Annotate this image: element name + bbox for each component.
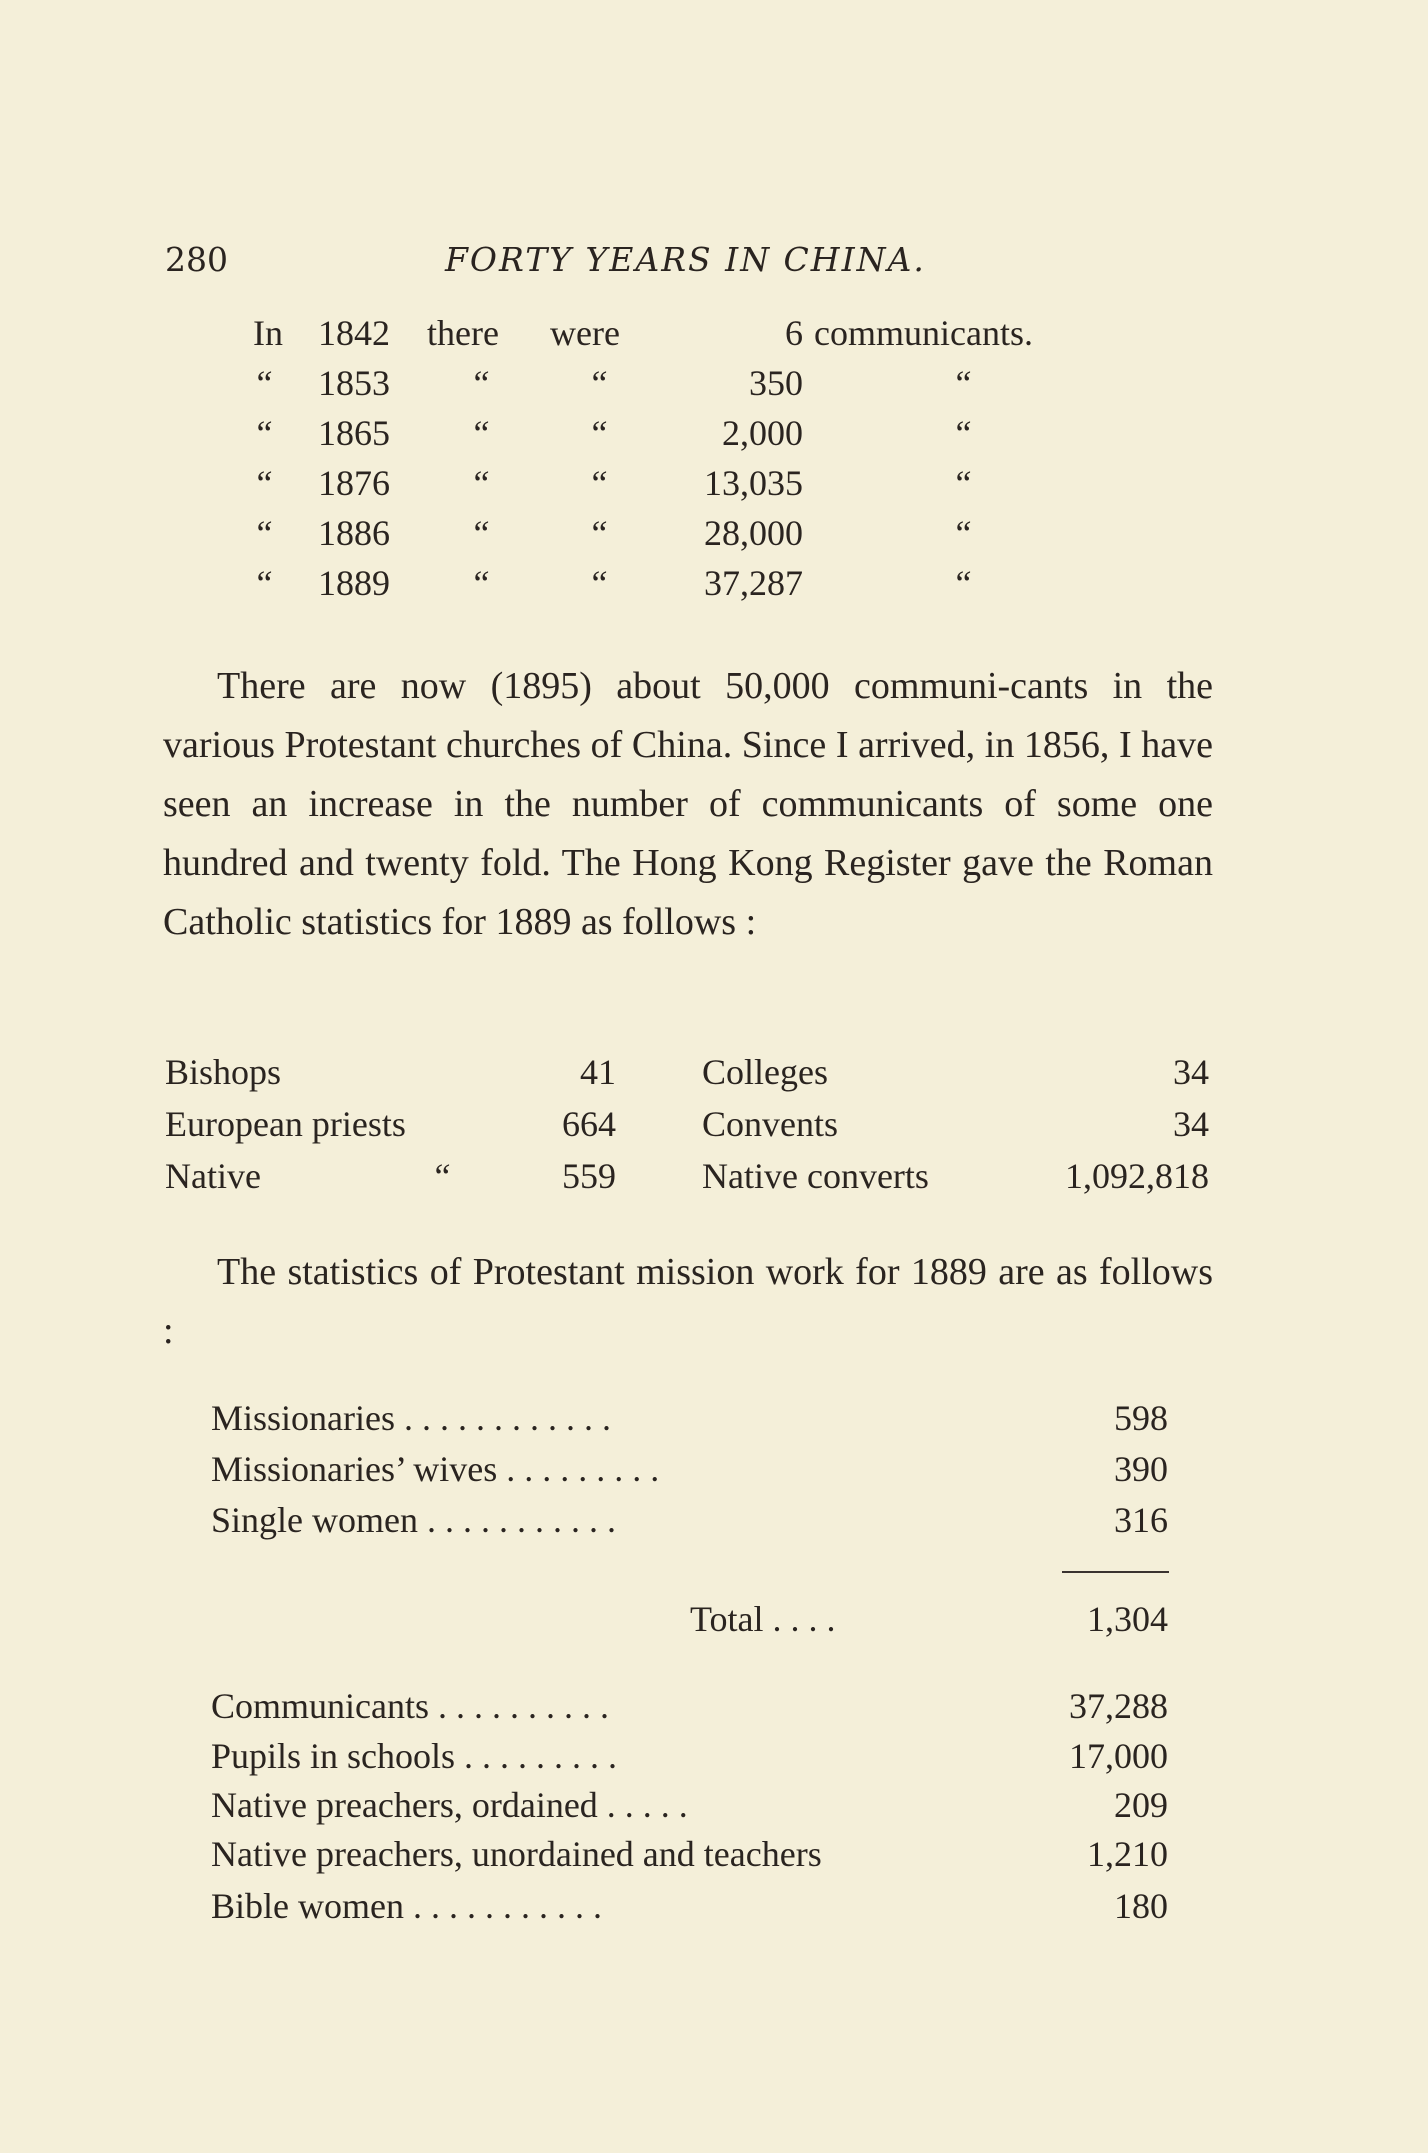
total-label: Total . . . . xyxy=(690,1599,836,1639)
stat-value: 34 xyxy=(1173,1104,1209,1144)
total-value: 1,304 xyxy=(1087,1599,1168,1639)
stat-label: Missionaries . . . . . . . . . . . . xyxy=(211,1398,611,1438)
stat-label: Communicants . . . . . . . . . . xyxy=(211,1686,609,1726)
stat-value: 37,288 xyxy=(1069,1686,1168,1726)
row-there: “ xyxy=(470,363,491,403)
stat-label: Native preachers, ordained . . . . . xyxy=(211,1785,688,1825)
stat-label: Single women . . . . . . . . . . . xyxy=(211,1500,616,1540)
row-number: 6 xyxy=(785,313,803,353)
row-year: 1842 xyxy=(318,313,390,353)
stat-value: 1,210 xyxy=(1087,1834,1168,1874)
stat-value: 598 xyxy=(1114,1398,1168,1438)
row-prefix: “ xyxy=(253,413,274,453)
stat-value: 34 xyxy=(1173,1052,1209,1092)
stat-label: European priests xyxy=(165,1104,406,1144)
row-number: 350 xyxy=(749,363,803,403)
stat-label: Native preachers, unordained and teachers xyxy=(211,1834,822,1874)
running-title: FORTY YEARS IN CHINA. xyxy=(445,240,926,279)
row-year: 1865 xyxy=(318,413,390,453)
page-number: 280 xyxy=(165,240,228,279)
total-rule xyxy=(1062,1571,1169,1573)
stat-value: 209 xyxy=(1114,1785,1168,1825)
row-were: “ xyxy=(588,363,609,403)
row-number: 13,035 xyxy=(704,463,803,503)
row-communicants: communicants. xyxy=(814,313,1033,353)
row-were: “ xyxy=(588,513,609,553)
stat-label: Convents xyxy=(702,1104,839,1144)
row-prefix: “ xyxy=(253,513,274,553)
row-there: “ xyxy=(470,413,491,453)
row-year: 1876 xyxy=(318,463,390,503)
row-there: “ xyxy=(470,563,491,603)
row-were: “ xyxy=(588,413,609,453)
row-prefix: “ xyxy=(253,363,274,403)
stat-label: Bible women . . . . . . . . . . . xyxy=(211,1886,602,1926)
row-there: there xyxy=(427,313,499,353)
paragraph-text: There are now (1895) about 50,000 communi-cants in the various Protestant churches of China. Since I arrived, in 1856, I have seen an increase in the number of communicants of some one hundred and twenty fold. The Hong Kong Register gave the Roman Catholic statistics for 1889 as follows : xyxy=(163,665,1213,943)
row-prefix: In xyxy=(253,313,283,353)
stat-label: Native xyxy=(165,1156,261,1196)
stat-label: Pupils in schools . . . . . . . . . xyxy=(211,1736,618,1776)
row-communicants: “ xyxy=(952,413,973,453)
stat-label: Missionaries’ wives . . . . . . . . . xyxy=(211,1449,660,1489)
row-there: “ xyxy=(470,513,491,553)
row-were: were xyxy=(550,313,620,353)
row-year: 1889 xyxy=(318,563,390,603)
ditto-mark: “ xyxy=(431,1156,452,1196)
row-communicants: “ xyxy=(952,563,973,603)
row-number: 2,000 xyxy=(722,413,803,453)
row-communicants: “ xyxy=(952,363,973,403)
stat-label: Bishops xyxy=(165,1052,282,1092)
row-prefix: “ xyxy=(253,463,274,503)
row-year: 1886 xyxy=(318,513,390,553)
row-communicants: “ xyxy=(952,513,973,553)
stat-value: 316 xyxy=(1114,1500,1168,1540)
stat-label: Native converts xyxy=(702,1156,929,1196)
row-there: “ xyxy=(470,463,491,503)
stat-value: 664 xyxy=(562,1104,616,1144)
stat-value: 17,000 xyxy=(1069,1736,1168,1776)
body-paragraph-2 xyxy=(163,1243,1213,1361)
paragraph-text: The statistics of Protestant mission work for 1889 are as follows : xyxy=(163,1251,1213,1352)
stat-value: 559 xyxy=(562,1156,616,1196)
row-communicants: “ xyxy=(952,463,973,503)
stat-value: 1,092,818 xyxy=(1065,1156,1209,1196)
row-year: 1853 xyxy=(318,363,390,403)
stat-value: 41 xyxy=(580,1052,616,1092)
row-number: 37,287 xyxy=(704,563,803,603)
stat-label: Colleges xyxy=(702,1052,828,1092)
row-were: “ xyxy=(588,563,609,603)
row-number: 28,000 xyxy=(704,513,803,553)
row-were: “ xyxy=(588,463,609,503)
row-prefix: “ xyxy=(253,563,274,603)
stat-value: 390 xyxy=(1114,1449,1168,1489)
body-paragraph-1 xyxy=(163,657,1213,952)
stat-value: 180 xyxy=(1114,1886,1168,1926)
